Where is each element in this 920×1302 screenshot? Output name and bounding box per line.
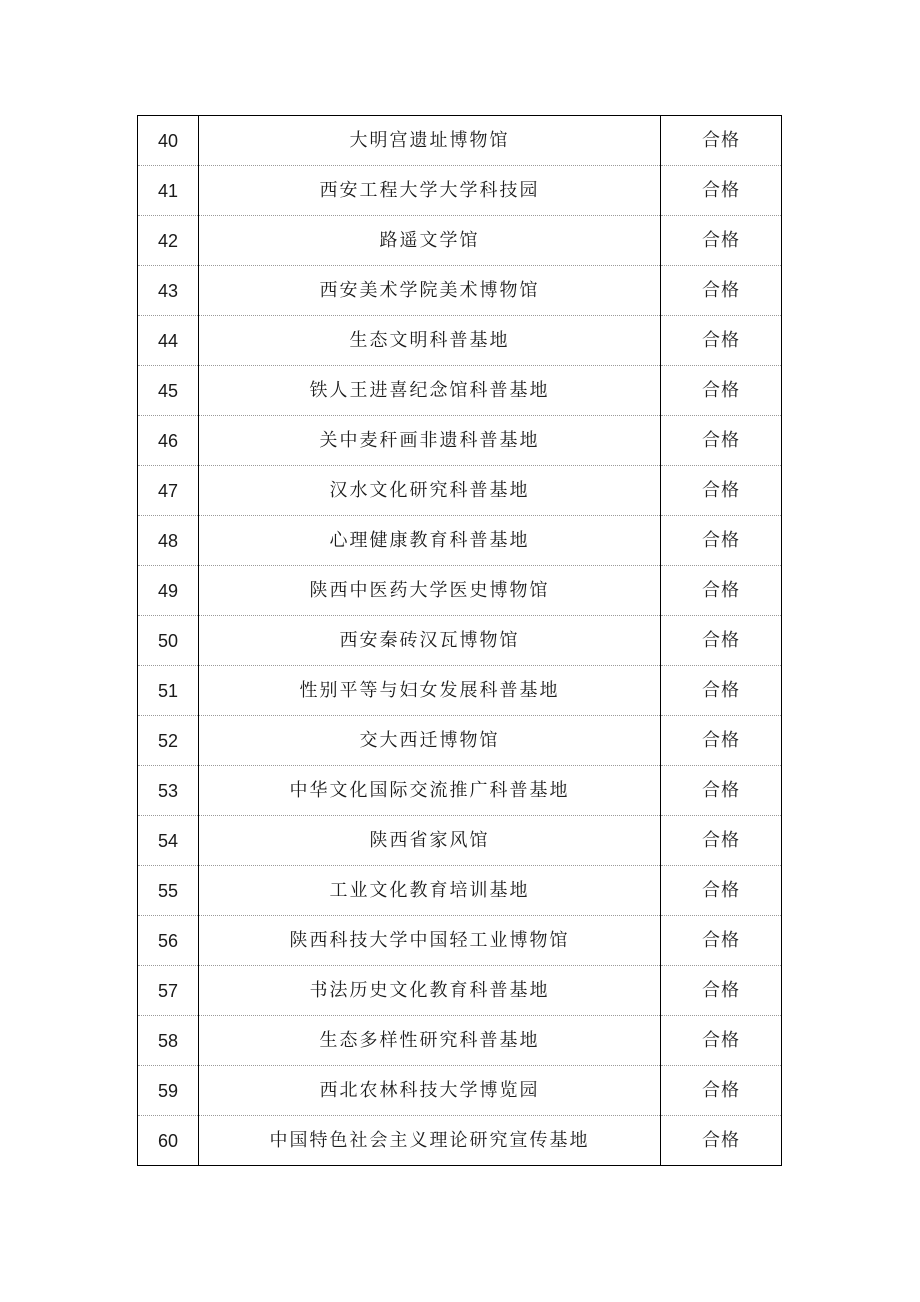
row-number: 48 [138, 516, 199, 566]
table-row [138, 416, 782, 466]
evaluation-result: 合格 [661, 966, 782, 1016]
row-number: 52 [138, 716, 199, 766]
base-name: 心理健康教育科普基地 [199, 516, 661, 566]
base-name: 汉水文化研究科普基地 [199, 466, 661, 516]
evaluation-result: 合格 [661, 516, 782, 566]
evaluation-result: 合格 [661, 1016, 782, 1066]
evaluation-result: 合格 [661, 616, 782, 666]
base-name: 关中麦秆画非遗科普基地 [199, 416, 661, 466]
table-row [138, 1116, 782, 1166]
evaluation-result: 合格 [661, 216, 782, 266]
table-row [138, 916, 782, 966]
row-number: 54 [138, 816, 199, 866]
evaluation-result: 合格 [661, 166, 782, 216]
base-name: 工业文化教育培训基地 [199, 866, 661, 916]
evaluation-result: 合格 [661, 716, 782, 766]
evaluation-result: 合格 [661, 916, 782, 966]
table-row [138, 666, 782, 716]
table-row [138, 1016, 782, 1066]
evaluation-result: 合格 [661, 816, 782, 866]
row-number: 51 [138, 666, 199, 716]
table-row [138, 616, 782, 666]
base-name: 陕西中医药大学医史博物馆 [199, 566, 661, 616]
base-name: 西安美术学院美术博物馆 [199, 266, 661, 316]
base-name: 路遥文学馆 [199, 216, 661, 266]
row-number: 49 [138, 566, 199, 616]
row-number: 46 [138, 416, 199, 466]
row-number: 56 [138, 916, 199, 966]
table-row [138, 466, 782, 516]
base-name: 陕西科技大学中国轻工业博物馆 [199, 916, 661, 966]
base-name: 陕西省家风馆 [199, 816, 661, 866]
table-row [138, 966, 782, 1016]
row-number: 50 [138, 616, 199, 666]
row-number: 42 [138, 216, 199, 266]
row-number: 57 [138, 966, 199, 1016]
table-row [138, 566, 782, 616]
row-number: 47 [138, 466, 199, 516]
row-number: 53 [138, 766, 199, 816]
evaluation-result: 合格 [661, 866, 782, 916]
base-name: 书法历史文化教育科普基地 [199, 966, 661, 1016]
table-row [138, 366, 782, 416]
table-row [138, 866, 782, 916]
base-name: 西安秦砖汉瓦博物馆 [199, 616, 661, 666]
evaluation-result: 合格 [661, 1066, 782, 1116]
table-row [138, 116, 782, 166]
base-name: 中华文化国际交流推广科普基地 [199, 766, 661, 816]
table-row [138, 166, 782, 216]
row-number: 44 [138, 316, 199, 366]
base-name: 生态文明科普基地 [199, 316, 661, 366]
evaluation-result: 合格 [661, 366, 782, 416]
table-row [138, 766, 782, 816]
table-row [138, 716, 782, 766]
base-name: 中国特色社会主义理论研究宣传基地 [199, 1116, 661, 1166]
base-name: 交大西迁博物馆 [199, 716, 661, 766]
table-row [138, 266, 782, 316]
evaluation-result: 合格 [661, 666, 782, 716]
evaluation-result: 合格 [661, 566, 782, 616]
table-row [138, 316, 782, 366]
row-number: 43 [138, 266, 199, 316]
row-number: 59 [138, 1066, 199, 1116]
table-row [138, 1066, 782, 1116]
row-number: 60 [138, 1116, 199, 1166]
table-row [138, 516, 782, 566]
base-name: 铁人王进喜纪念馆科普基地 [199, 366, 661, 416]
evaluation-result: 合格 [661, 416, 782, 466]
base-name: 生态多样性研究科普基地 [199, 1016, 661, 1066]
evaluation-result: 合格 [661, 116, 782, 166]
evaluation-result: 合格 [661, 266, 782, 316]
evaluation-result: 合格 [661, 316, 782, 366]
row-number: 58 [138, 1016, 199, 1066]
evaluation-result: 合格 [661, 1116, 782, 1166]
table-row [138, 216, 782, 266]
row-number: 41 [138, 166, 199, 216]
base-name: 大明宫遗址博物馆 [199, 116, 661, 166]
table-body [138, 116, 782, 1166]
base-name: 西北农林科技大学博览园 [199, 1066, 661, 1116]
row-number: 45 [138, 366, 199, 416]
evaluation-results-table [137, 115, 782, 1166]
base-name: 西安工程大学大学科技园 [199, 166, 661, 216]
row-number: 40 [138, 116, 199, 166]
row-number: 55 [138, 866, 199, 916]
evaluation-result: 合格 [661, 466, 782, 516]
base-name: 性别平等与妇女发展科普基地 [199, 666, 661, 716]
evaluation-result: 合格 [661, 766, 782, 816]
table-row [138, 816, 782, 866]
